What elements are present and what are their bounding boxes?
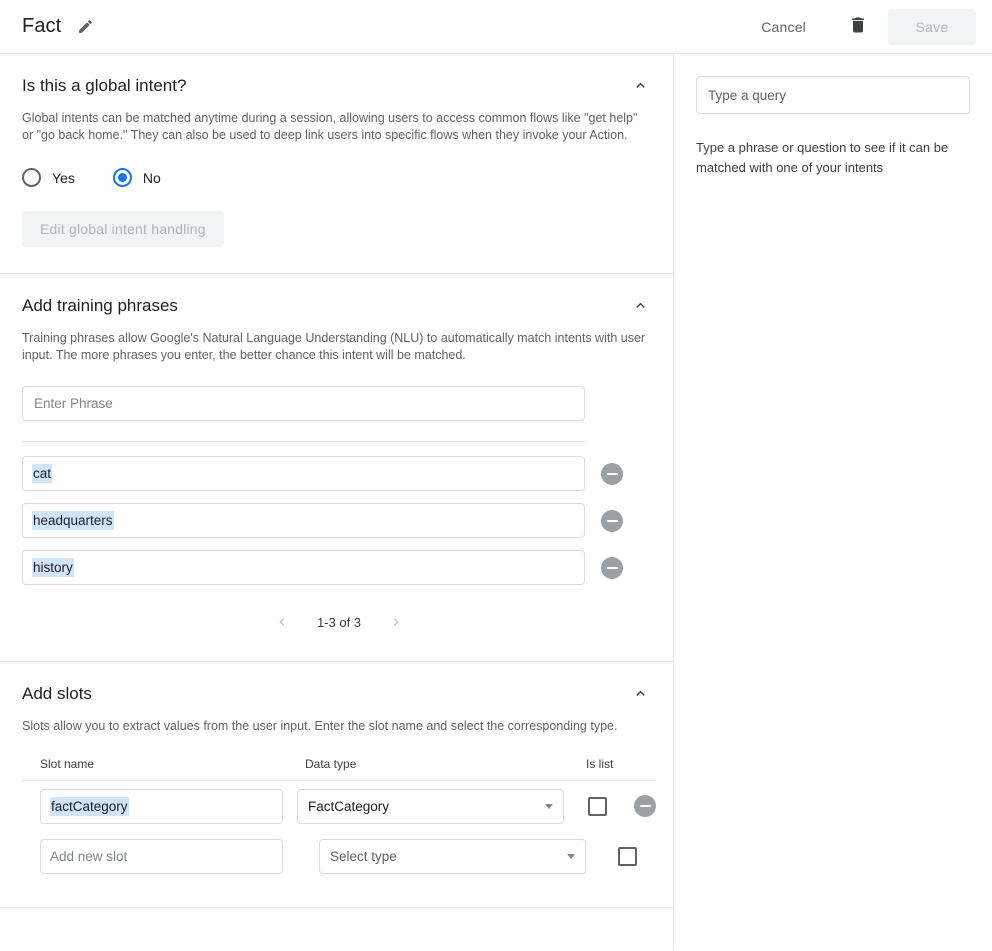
delete-button[interactable] <box>838 7 878 47</box>
trash-icon <box>848 15 868 38</box>
training-phrase-input[interactable] <box>22 550 585 585</box>
slot-name-value: factCategory <box>51 798 128 814</box>
training-phrase-value: headquarters <box>33 513 113 528</box>
query-help-text: Type a phrase or question to see if it can be matched with one of your intents <box>696 140 949 175</box>
new-slot-name-input[interactable] <box>40 839 283 874</box>
chevron-left-icon[interactable] <box>269 609 295 635</box>
new-slot-name-placeholder: Add new slot <box>50 848 128 864</box>
radio-option-yes[interactable] <box>22 168 75 187</box>
chevron-up-icon[interactable] <box>629 294 651 316</box>
edit-global-intent-handling-button[interactable]: Edit global intent handling <box>22 211 224 247</box>
chevron-right-icon[interactable] <box>383 609 409 635</box>
section-global-intent <box>0 54 673 274</box>
remove-circle-icon[interactable] <box>634 795 656 817</box>
top-app-bar <box>0 0 992 54</box>
section-add-slots-description: Slots allow you to extract values from the user input. Enter the slot name and select the corresponding type. <box>22 719 618 733</box>
section-add-slots <box>0 662 673 908</box>
training-phrases-pager <box>22 609 656 635</box>
training-phrase-row <box>22 503 651 538</box>
radio-option-no-label: No <box>142 169 161 186</box>
radio-option-no[interactable] <box>113 168 161 187</box>
data-type-select[interactable] <box>297 789 564 824</box>
section-global-intent-header <box>22 76 651 96</box>
section-training-phrases-header <box>22 296 651 316</box>
training-phrase-row <box>22 456 651 491</box>
training-phrase-input[interactable] <box>22 503 585 538</box>
section-global-intent-description: Global intents can be matched anytime during a session, allowing users to access common flows like "get help" or "go back home." They can also be used to deep link users into specific flows when they invoke your Action. <box>22 111 638 142</box>
divider <box>22 441 585 442</box>
enter-phrase-field-wrapper <box>22 386 651 421</box>
new-data-type-placeholder: Select type <box>330 848 397 864</box>
save-button[interactable]: Save <box>888 9 976 45</box>
remove-circle-icon[interactable] <box>601 463 623 485</box>
radio-option-yes-label: Yes <box>52 169 75 186</box>
section-training-phrases <box>0 274 673 662</box>
slots-table <box>22 757 656 881</box>
slots-table-header <box>22 757 656 781</box>
intent-editor-column <box>0 54 674 950</box>
new-is-list-checkbox[interactable] <box>618 847 637 866</box>
column-header-slot-name: Slot name <box>40 757 95 771</box>
chevron-up-icon[interactable] <box>629 682 651 704</box>
query-test-panel <box>674 54 992 950</box>
chevron-down-icon <box>545 804 553 809</box>
pager-range-label: 1-3 of 3 <box>316 614 362 630</box>
training-phrase-row <box>22 550 651 585</box>
slot-name-cell <box>22 789 283 824</box>
is-list-checkbox[interactable] <box>588 797 607 816</box>
new-data-type-select[interactable] <box>319 839 586 874</box>
data-type-cell <box>283 789 564 824</box>
query-input[interactable] <box>696 76 970 114</box>
training-phrase-value: history <box>33 560 73 575</box>
training-phrase-input[interactable] <box>22 456 585 491</box>
pencil-icon[interactable] <box>75 17 95 37</box>
new-data-type-cell <box>305 839 586 874</box>
new-slot-name-cell <box>22 839 305 874</box>
is-list-cell <box>564 797 618 816</box>
remove-circle-icon[interactable] <box>601 510 623 532</box>
column-header-data-type: Data type <box>305 757 357 771</box>
page-title: Fact <box>22 15 62 37</box>
new-is-list-cell <box>586 847 656 866</box>
slot-name-input[interactable] <box>40 789 283 824</box>
cancel-button[interactable]: Cancel <box>747 10 820 44</box>
radio-circle-selected-icon <box>113 168 132 187</box>
section-add-slots-header <box>22 684 651 704</box>
column-header-is-list: Is list <box>586 757 614 771</box>
section-training-phrases-description: Training phrases allow Google's Natural Language Understanding (NLU) to automatically match intents with user input. The more phrases you enter, the better chance this intent will be matched. <box>22 331 646 362</box>
section-training-phrases-title: Add training phrases <box>22 296 178 315</box>
global-intent-radio-group <box>22 168 651 187</box>
section-add-slots-title: Add slots <box>22 684 92 703</box>
radio-circle-icon <box>22 168 41 187</box>
data-type-value: FactCategory <box>308 798 390 814</box>
chevron-down-icon <box>567 854 575 859</box>
content-area <box>0 54 992 950</box>
training-phrase-value: cat <box>33 466 52 481</box>
chevron-up-icon[interactable] <box>629 74 651 96</box>
table-row-new <box>22 831 656 881</box>
enter-phrase-input[interactable] <box>22 386 585 421</box>
section-global-intent-title: Is this a global intent? <box>22 76 187 95</box>
table-row <box>22 781 656 831</box>
remove-circle-icon[interactable] <box>601 557 623 579</box>
